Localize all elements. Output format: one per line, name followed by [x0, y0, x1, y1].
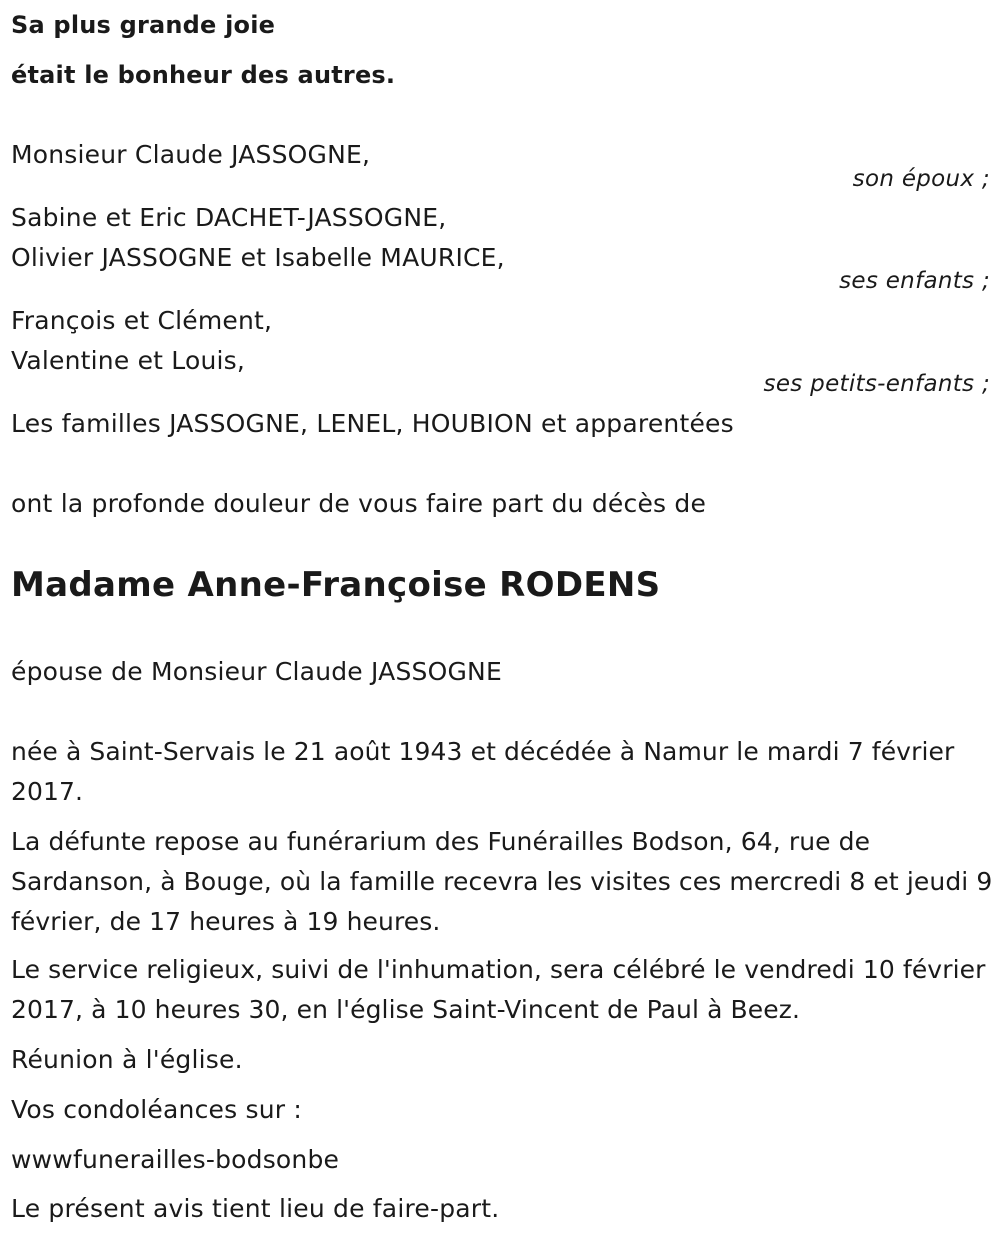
- funerarium-paragraph: La défunte repose au funérarium des Funérailles Bodson, 64, rue de Sardanson, à Bouge, où la famille recevra les visites ces mercredi 8 et jeudi 9 février, de 17 heures à 19 heures.: [11, 827, 993, 936]
- service-paragraph: Le service religieux, suivi de l'inhumation, sera célébré le vendredi 10 février 2017, à 10 heures 30, en l'église Saint-Vincent de Paul à Beez.: [11, 955, 986, 1024]
- families-line: Les familles JASSOGNE, LENEL, HOUBION et apparentées: [11, 409, 734, 438]
- meeting-line: Réunion à l'église.: [11, 1045, 243, 1074]
- children-line-2: Olivier JASSOGNE et Isabelle MAURICE,: [11, 243, 505, 272]
- motto-line-2: était le bonheur des autres.: [11, 61, 396, 89]
- grandchildren-line-1: François et Clément,: [11, 306, 273, 335]
- spouse-of-line: épouse de Monsieur Claude JASSOGNE: [11, 657, 502, 686]
- children-role: ses enfants ;: [839, 268, 990, 294]
- grandchildren-line-2: Valentine et Louis,: [11, 346, 246, 375]
- condolences-label: Vos condoléances sur :: [11, 1095, 302, 1124]
- announcement-line: ont la profonde douleur de vous faire part du décès de: [11, 489, 707, 518]
- spouse-role: son époux ;: [852, 166, 990, 192]
- grandchildren-role: ses petits-enfants ;: [763, 371, 990, 397]
- website-link[interactable]: wwwfunerailles-bodsonbe: [11, 1145, 340, 1174]
- notice-line: Le présent avis tient lieu de faire-part.: [11, 1194, 500, 1223]
- motto-line-1: Sa plus grande joie: [11, 11, 276, 39]
- children-line-1: Sabine et Eric DACHET-JASSOGNE,: [11, 203, 447, 232]
- deceased-name: Madame Anne-Françoise RODENS: [11, 565, 661, 605]
- birth-death-paragraph: née à Saint-Servais le 21 août 1943 et décédée à Namur le mardi 7 février 2017.: [11, 737, 955, 806]
- spouse-name: Monsieur Claude JASSOGNE,: [11, 140, 371, 169]
